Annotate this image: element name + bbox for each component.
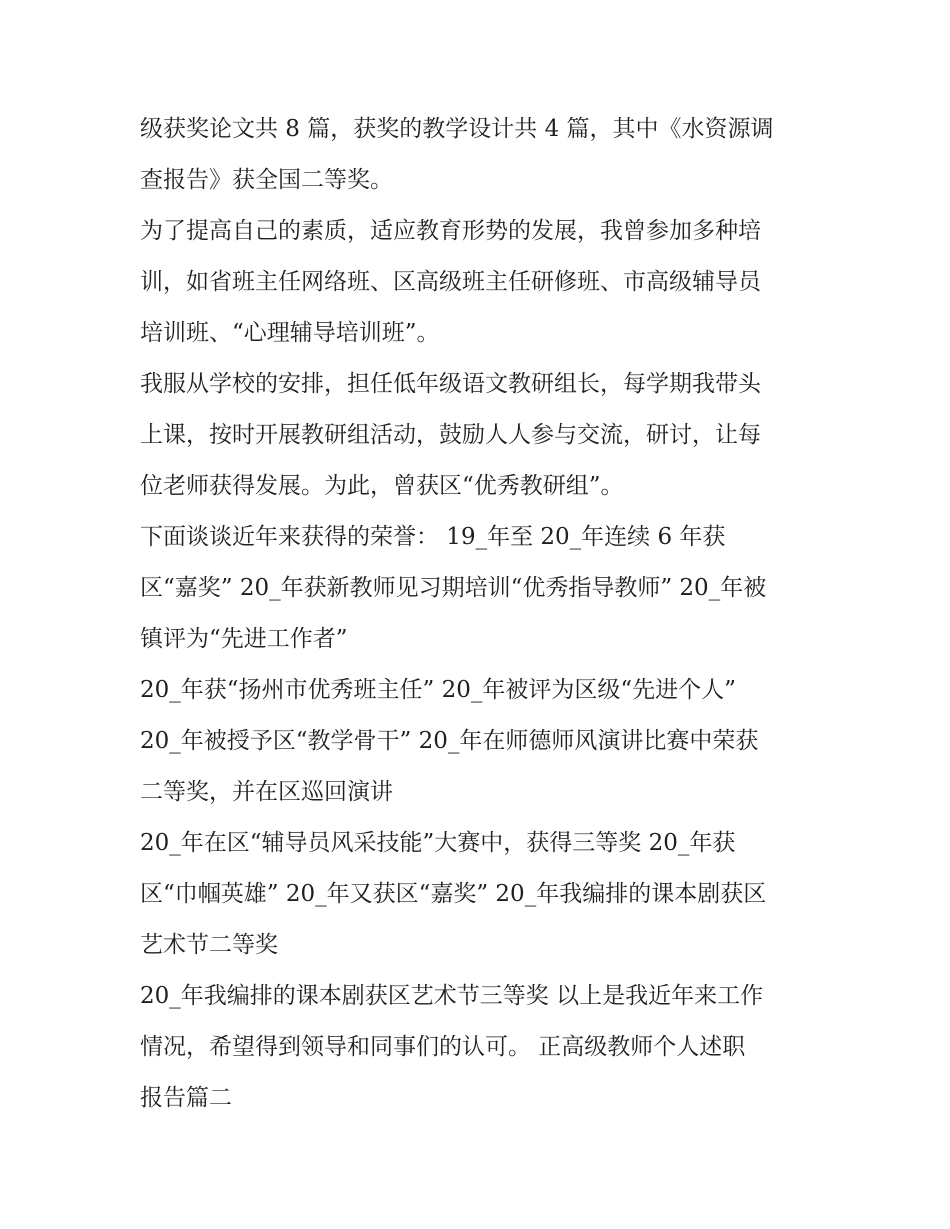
text-line: 培训班、“心理辅导培训班”。	[140, 320, 440, 346]
text-line: 镇评为“先进工作者”	[140, 626, 348, 652]
text-line: 报告篇二	[140, 1085, 232, 1111]
text-line: 为了提高自己的素质，适应教育形势的发展，我曾参加多种培	[140, 218, 761, 244]
text-line: 位老师获得发展。为此，曾获区“优秀教研组”。	[140, 473, 624, 499]
text-line: 二等奖，并在区巡回演讲	[140, 779, 393, 805]
text-line: 级获奖论文共 8 篇，获奖的教学设计共 4 篇，其中《水资源调	[140, 116, 774, 142]
text-line: 区“巾帼英雄” 20_年又获区“嘉奖” 20_年我编排的课本剧获区	[140, 881, 767, 907]
text-line: 20_年被授予区“教学骨干” 20_年在师德师风演讲比赛中荣获	[140, 728, 759, 754]
document-body	[140, 104, 820, 1124]
text-line: 区“嘉奖” 20_年获新教师见习期培训“优秀指导教师” 20_年被	[140, 575, 767, 601]
text-line: 情况，希望得到领导和同事们的认可。 正高级教师个人述职	[140, 1034, 746, 1060]
text-line: 训，如省班主任网络班、区高级班主任研修班、市高级辅导员	[140, 269, 761, 295]
text-line: 上课，按时开展教研组活动，鼓励人人参与交流，研讨，让每	[140, 422, 761, 448]
text-line: 20_年我编排的课本剧获区艺术节三等奖 以上是我近年来工作	[140, 983, 764, 1009]
text-line: 艺术节二等奖	[140, 932, 278, 958]
text-line: 20_年获“扬州市优秀班主任” 20_年被评为区级“先进个人”	[140, 677, 736, 703]
text-line: 20_年在区“辅导员风采技能”大赛中，获得三等奖 20_年获	[140, 830, 736, 856]
text-line: 我服从学校的安排，担任低年级语文教研组长，每学期我带头	[140, 371, 761, 397]
text-line: 查报告》获全国二等奖。	[140, 167, 393, 193]
text-line: 下面谈谈近年来获得的荣誉： 19_年至 20_年连续 6 年获	[140, 524, 726, 550]
